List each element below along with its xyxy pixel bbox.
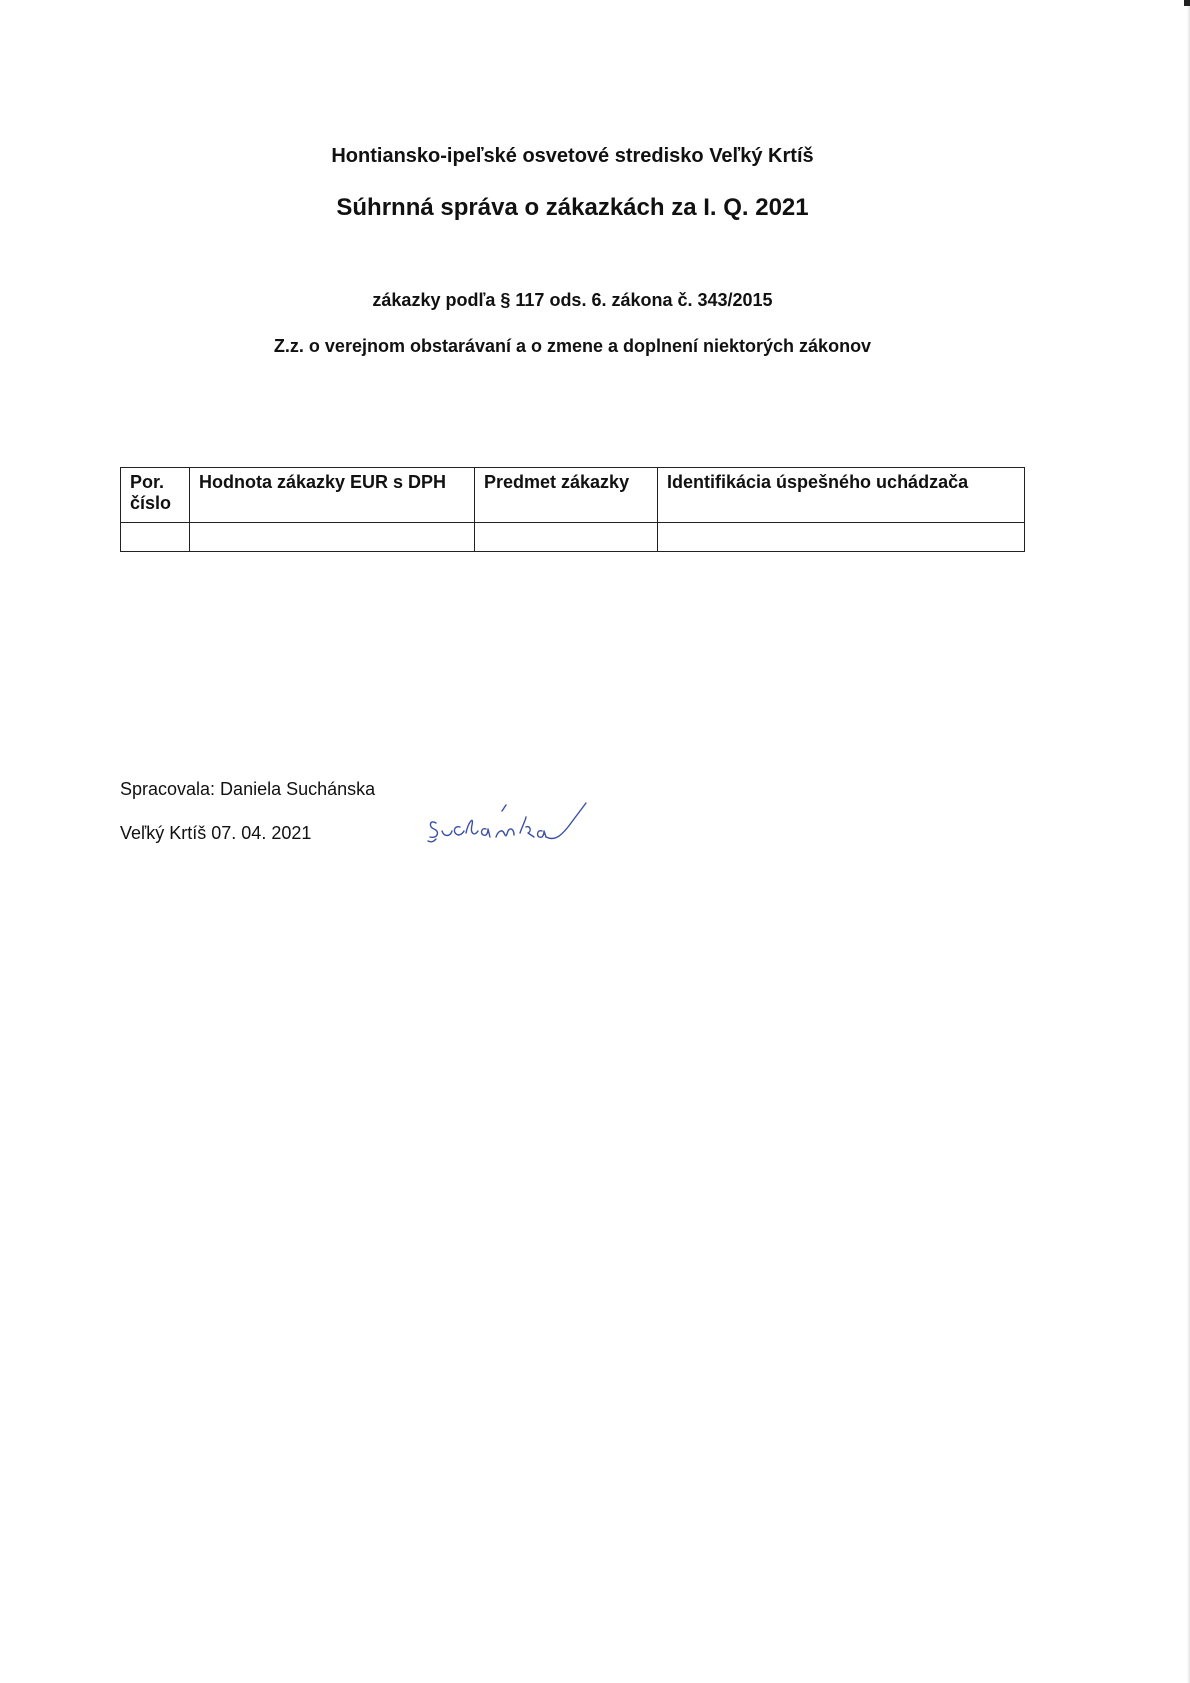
table-header-row [121,468,1025,523]
table-row [121,523,1025,552]
column-header-bidder: Identifikácia úspešného uchádzača [658,468,1025,523]
table-cell-number [121,523,190,552]
column-header-subject: Predmet zákazky [475,468,658,523]
column-header-number: Por. číslo [121,468,190,523]
law-reference-line-1: zákazky podľa § 117 ods. 6. zákona č. 343/2015 [372,290,773,310]
table-cell-value [190,523,475,552]
contracts-table [120,467,1025,552]
table-cell-subject [475,523,658,552]
corner-mark [1184,0,1190,6]
report-title: Súhrnná správa o zákazkách za I. Q. 2021 [336,194,809,221]
place-and-date: Veľký Krtíš 07. 04. 2021 [120,823,312,843]
handwritten-signature [422,797,592,849]
table-cell-bidder [658,523,1025,552]
organization-title: Hontiansko-ipeľské osvetové stredisko Veľký Krtíš [331,145,814,167]
prepared-by: Spracovala: Daniela Suchánska [120,779,376,799]
law-reference-line-2: Z.z. o verejnom obstarávaní a o zmene a doplnení niektorých zákonov [273,336,872,356]
column-header-value: Hodnota zákazky EUR s DPH [190,468,475,523]
